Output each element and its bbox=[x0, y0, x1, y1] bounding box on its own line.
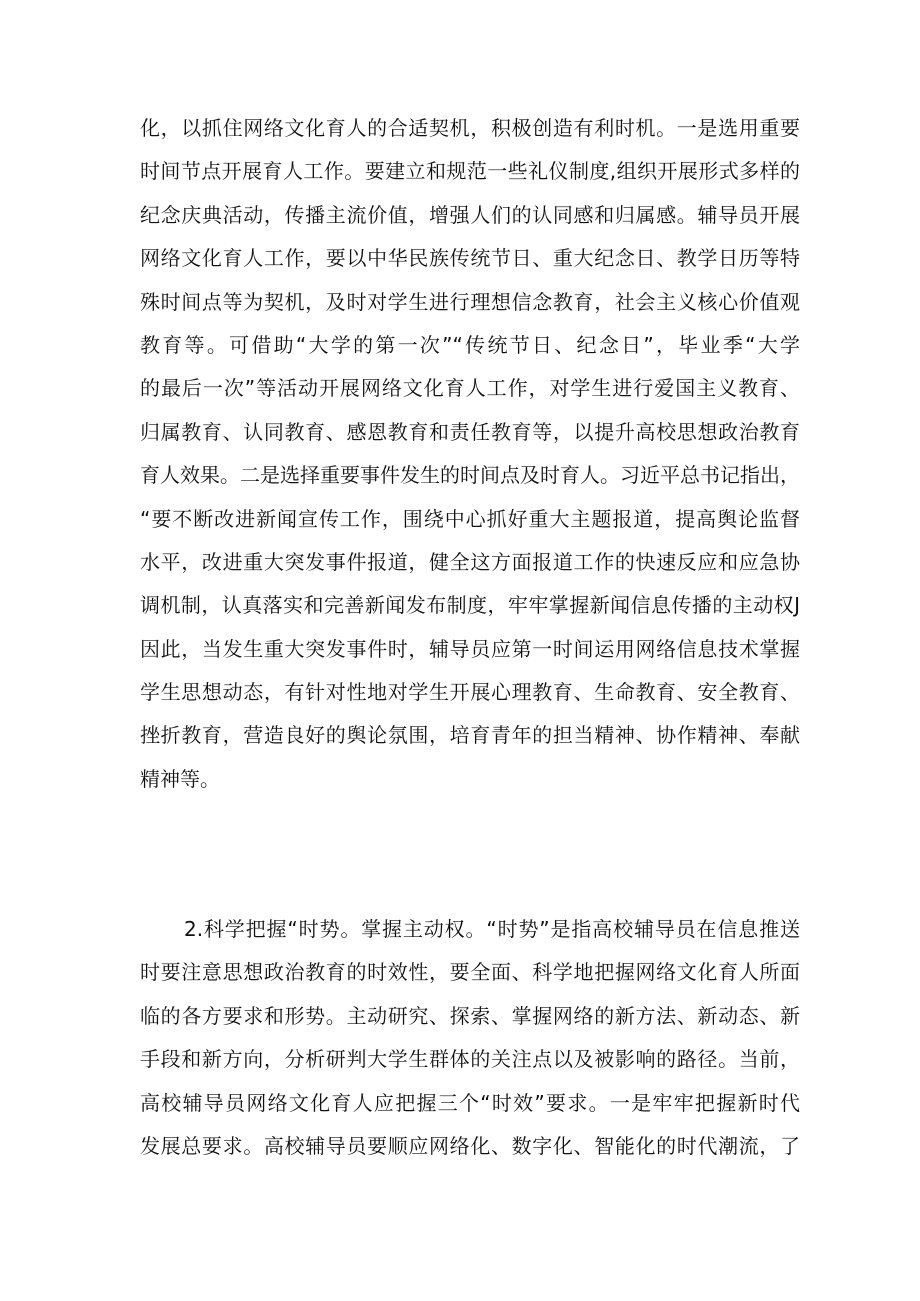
text-line: 2.科学把握“时势。掌握主动权。“时势”是指高校辅导员在信息推送 bbox=[184, 917, 800, 941]
text-line: 临的各方要求和形势。主动研究、探索、掌握网络的新方法、新动态、新 bbox=[140, 1003, 800, 1028]
text-line: 的最后一次”等活动开展网络文化育人工作，对学生进行爱国主义教育、 bbox=[140, 376, 800, 401]
text-line: 归属教育、认同教育、感恩教育和责任教育等，以提升高校思想政治教育 bbox=[140, 419, 800, 444]
text-line: 挫折教育，营造良好的舆论氛围，培育青年的担当精神、协作精神、奉献 bbox=[140, 723, 800, 748]
text-line: 手段和新方向，分析研判大学生群体的关注点以及被影响的路径。当前， bbox=[140, 1047, 800, 1072]
text-line: “要不断改进新闻宣传工作，围绕中心抓好重大主题报道，提高舆论监督 bbox=[140, 506, 800, 531]
text-line: 时间节点开展育人工作。要建立和规范一些礼仪制度,组织开展形式多样的 bbox=[140, 159, 800, 184]
text-line: 发展总要求。高校辅导员要顺应网络化、数字化、智能化的时代潮流，了 bbox=[140, 1133, 800, 1158]
text-line: 精神等。 bbox=[140, 766, 220, 791]
text-line: 调机制，认真落实和完善新闻发布制度，牢牢掌握新闻信息传播的主动权J bbox=[140, 593, 800, 618]
text-line: 殊时间点等为契机，及时对学生进行理想信念教育，社会主义核心价值观 bbox=[140, 289, 800, 314]
text-line: 学生思想动态，有针对性地对学生开展心理教育、生命教育、安全教育、 bbox=[140, 680, 800, 705]
text-line: 网络文化育人工作，要以中华民族传统节日、重大纪念日、教学日历等特 bbox=[140, 246, 800, 271]
text-line: 水平，改进重大突发事件报道，健全这方面报道工作的快速反应和应急协 bbox=[140, 549, 800, 574]
text-line: 化，以抓住网络文化育人的合适契机，积极创造有利时机。一是选用重要 bbox=[140, 116, 800, 140]
text-line: 育人效果。二是选择重要事件发生的时间点及时育人。习近平总书记指出， bbox=[140, 463, 800, 488]
text-line: 因此，当发生重大突发事件时，辅导员应第一时间运用网络信息技术掌握 bbox=[140, 636, 800, 661]
text-line: 教育等。可借助“大学的第一次”“传统节日、纪念日”，毕业季“大学 bbox=[140, 332, 800, 357]
body-paragraph-1 bbox=[140, 107, 800, 801]
text-line: 时要注意思想政治教育的时效性，要全面、科学地把握网络文化育人所面 bbox=[140, 960, 800, 985]
body-paragraph-2 bbox=[140, 908, 800, 1168]
text-line: 纪念庆典活动，传播主流价值，增强人们的认同感和归属感。辅导员开展 bbox=[140, 202, 800, 227]
text-line: 高校辅导员网络文化育人应把握三个“时效”要求。一是牢牢把握新时代 bbox=[140, 1090, 800, 1115]
